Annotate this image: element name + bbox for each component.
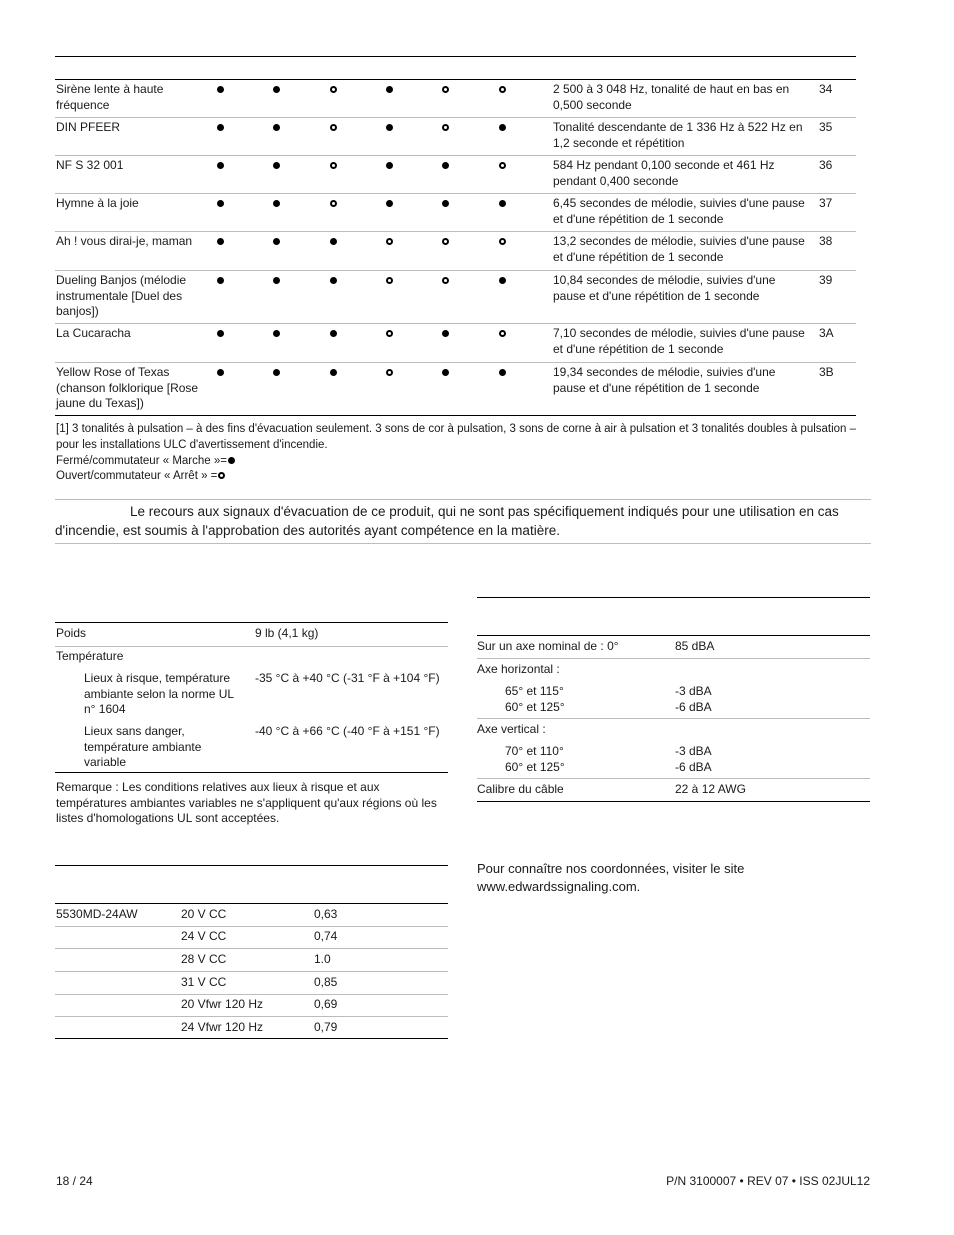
signal-code: 36 — [819, 158, 833, 172]
switch-off-circle-icon — [499, 238, 506, 245]
nominal-value: 85 dBA — [675, 639, 715, 653]
switch-on-dot-icon — [386, 200, 393, 207]
switch-off-circle-icon — [442, 277, 449, 284]
switch-on-dot-icon — [442, 200, 449, 207]
current-value: 1.0 — [314, 952, 331, 966]
switch-on-dot-icon — [330, 238, 337, 245]
current-value: 0,85 — [314, 975, 338, 989]
switch-off-circle-icon — [499, 162, 506, 169]
switch-off-circle-icon — [386, 330, 393, 337]
legend-closed — [56, 454, 866, 470]
switch-off-circle-icon — [442, 238, 449, 245]
contact-website: www.edwardssignaling.com. — [477, 879, 641, 894]
signal-name: Dueling Banjos (mélodie instrumentale [Duel des banjos]) — [56, 273, 187, 318]
switch-on-dot-icon — [386, 124, 393, 131]
switch-on-dot-icon — [217, 86, 224, 93]
signal-code: 3B — [819, 365, 834, 379]
signal-table-top-rule — [55, 79, 856, 80]
switch-on-dot-icon — [217, 162, 224, 169]
current-row-rule — [55, 1016, 448, 1017]
horizontal-value-2: -6 dBA — [675, 699, 712, 714]
horizontal-label: Axe horizontal : — [477, 662, 560, 676]
vertical-angles — [505, 744, 565, 775]
signal-code: 3A — [819, 326, 834, 340]
signal-name: Sirène lente à haute fréquence — [56, 82, 164, 112]
notice-bottom-rule — [55, 543, 871, 544]
current-value: 0,74 — [314, 929, 338, 943]
vertical-values — [675, 744, 712, 775]
vertical-value-1: -3 dBA — [675, 744, 712, 758]
switch-on-dot-icon — [273, 124, 280, 131]
signal-name: NF S 32 001 — [56, 158, 124, 172]
specs-bottom-rule — [55, 772, 448, 773]
nominal-label: Sur un axe nominal de : 0° — [477, 639, 619, 653]
specs-top-rule — [55, 622, 448, 623]
signal-name: Ah ! vous dirai-je, maman — [56, 234, 193, 248]
signal-name: Yellow Rose of Texas (chanson folklorique [Rose jaune du Texas]) — [56, 365, 199, 410]
vertical-angle-2: 60° et 125° — [505, 759, 565, 774]
switch-on-dot-icon — [273, 369, 280, 376]
open-circle-icon — [218, 472, 225, 479]
signal-row-rule — [55, 415, 856, 416]
switch-off-circle-icon — [330, 86, 337, 93]
signal-description: 7,10 secondes de mélodie, suivies d'une pause et d'une répétition de 1 seconde — [553, 326, 805, 356]
signal-row-rule — [55, 362, 856, 363]
legend-open-label: Ouvert/commutateur « Arrêt » = — [56, 470, 218, 483]
switch-on-dot-icon — [217, 369, 224, 376]
horizontal-angle-2: 60° et 125° — [505, 699, 565, 714]
sound-rule-2 — [477, 718, 870, 719]
switch-off-circle-icon — [499, 330, 506, 337]
switch-on-dot-icon — [217, 238, 224, 245]
switch-off-circle-icon — [386, 369, 393, 376]
current-voltage: 20 Vfwr 120 Hz — [181, 997, 264, 1011]
switch-on-dot-icon — [273, 162, 280, 169]
notice-text: Le recours aux signaux d'évacuation de ce produit, qui ne sont pas spécifiquement indiqués pour une utilisation en cas d'incendie, est soumis à l'approbation des autorités ayant compétence en la matière. — [55, 504, 839, 538]
contact-block — [477, 860, 870, 896]
legend-open — [56, 469, 866, 485]
signal-name: La Cucaracha — [56, 326, 131, 340]
current-model: 5530MD-24AW — [56, 907, 138, 921]
current-voltage: 28 V CC — [181, 952, 227, 966]
weight-label: Poids — [56, 626, 87, 640]
legend-closed-label: Fermé/commutateur « Marche »= — [56, 454, 227, 467]
switch-off-circle-icon — [330, 162, 337, 169]
switch-on-dot-icon — [330, 277, 337, 284]
signal-description: 2 500 à 3 048 Hz, tonalité de haut en bas en 0,500 seconde — [553, 82, 790, 112]
switch-off-circle-icon — [386, 238, 393, 245]
part-number: P/N 3100007 • REV 07 • ISS 02JUL12 — [666, 1174, 870, 1188]
switch-on-dot-icon — [386, 86, 393, 93]
signal-row-rule — [55, 117, 856, 118]
closed-dot-icon — [228, 457, 235, 464]
signal-description: Tonalité descendante de 1 336 Hz à 522 Hz en 1,2 seconde et répétition — [553, 120, 803, 150]
current-row-rule — [55, 994, 448, 995]
wire-value: 22 à 12 AWG — [675, 782, 746, 796]
switch-on-dot-icon — [273, 86, 280, 93]
switch-on-dot-icon — [499, 277, 506, 284]
signal-description: 584 Hz pendant 0,100 seconde et 461 Hz pendant 0,400 seconde — [553, 158, 775, 188]
current-row-rule — [55, 971, 448, 972]
switch-on-dot-icon — [330, 369, 337, 376]
hazardous-value: -35 °C à +40 °C (-31 °F à +104 °F) — [255, 671, 440, 685]
switch-on-dot-icon — [217, 330, 224, 337]
nonhazardous-value: -40 °C à +66 °C (-40 °F à +151 °F) — [255, 724, 440, 738]
switch-on-dot-icon — [273, 277, 280, 284]
signal-description: 19,34 secondes de mélodie, suivies d'une pause et d'une répétition de 1 seconde — [553, 365, 776, 395]
switch-off-circle-icon — [442, 86, 449, 93]
signal-name: DIN PFEER — [56, 120, 121, 134]
switch-off-circle-icon — [442, 124, 449, 131]
signal-code: 37 — [819, 196, 833, 210]
sound-rule-3 — [477, 778, 870, 779]
switch-on-dot-icon — [499, 124, 506, 131]
specs-remark: Remarque : Les conditions relatives aux lieux à risque et aux températures ambiantes variables ne s'appliquent qu'aux régions où les listes d'homologations UL sont acceptées. — [56, 780, 437, 825]
switch-off-circle-icon — [386, 277, 393, 284]
switch-on-dot-icon — [442, 162, 449, 169]
footnote-text: [1] 3 tonalités à pulsation – à des fins d'évacuation seulement. 3 sons de cor à pulsation, 3 sons de corne à air à pulsation et 3 tonalités doubles à pulsation – pour les installations ULC d'avertissement d'incendie. — [56, 423, 857, 451]
current-voltage: 20 V CC — [181, 907, 227, 921]
switch-on-dot-icon — [273, 200, 280, 207]
wire-label: Calibre du câble — [477, 782, 564, 796]
signal-row-rule — [55, 231, 856, 232]
vertical-angle-1: 70° et 110° — [505, 744, 564, 758]
specs-rule-1 — [55, 646, 448, 647]
switch-on-dot-icon — [442, 330, 449, 337]
current-row-rule — [55, 948, 448, 949]
sound-bottom-rule — [477, 801, 870, 802]
current-top-rule — [55, 903, 448, 904]
current-header-rule — [55, 865, 448, 866]
signal-code: 38 — [819, 234, 833, 248]
nonhazardous-label: Lieux sans danger, température ambiante variable — [84, 724, 202, 769]
vertical-label: Axe vertical : — [477, 722, 546, 736]
signal-name: Hymne à la joie — [56, 196, 139, 210]
switch-on-dot-icon — [217, 277, 224, 284]
signal-code: 39 — [819, 273, 833, 287]
current-voltage: 24 V CC — [181, 929, 227, 943]
temperature-label: Température — [56, 649, 124, 663]
horizontal-values — [675, 684, 712, 715]
sound-rule-1 — [477, 658, 870, 659]
signal-code: 34 — [819, 82, 833, 96]
switch-off-circle-icon — [330, 200, 337, 207]
horizontal-angle-1: 65° et 115° — [505, 684, 564, 698]
current-bottom-rule — [55, 1038, 448, 1039]
sound-top-rule — [477, 635, 870, 636]
switch-on-dot-icon — [330, 330, 337, 337]
signal-row-rule — [55, 193, 856, 194]
table-footnote — [56, 422, 866, 485]
page-number: 18 / 24 — [56, 1174, 93, 1188]
current-value: 0,69 — [314, 997, 338, 1011]
notice-top-rule — [55, 499, 871, 500]
sound-header-rule — [477, 597, 870, 598]
switch-off-circle-icon — [330, 124, 337, 131]
switch-on-dot-icon — [273, 238, 280, 245]
horizontal-value-1: -3 dBA — [675, 684, 712, 698]
current-row-rule — [55, 926, 448, 927]
signal-description: 13,2 secondes de mélodie, suivies d'une pause et d'une répétition de 1 seconde — [553, 234, 805, 264]
switch-on-dot-icon — [273, 330, 280, 337]
current-voltage: 31 V CC — [181, 975, 227, 989]
current-voltage: 24 Vfwr 120 Hz — [181, 1020, 264, 1034]
top-rule — [55, 56, 856, 57]
hazardous-label: Lieux à risque, température ambiante selon la norme UL n° 1604 — [84, 671, 234, 716]
contact-line-1: Pour connaître nos coordonnées, visiter le site — [477, 861, 745, 876]
signal-row-rule — [55, 323, 856, 324]
switch-on-dot-icon — [217, 200, 224, 207]
switch-on-dot-icon — [217, 124, 224, 131]
signal-description: 10,84 secondes de mélodie, suivies d'une pause et d'une répétition de 1 seconde — [553, 273, 776, 303]
weight-value: 9 lb (4,1 kg) — [255, 626, 319, 640]
switch-on-dot-icon — [499, 200, 506, 207]
current-value: 0,79 — [314, 1020, 338, 1034]
signal-description: 6,45 secondes de mélodie, suivies d'une pause et d'une répétition de 1 seconde — [553, 196, 805, 226]
current-value: 0,63 — [314, 907, 338, 921]
vertical-value-2: -6 dBA — [675, 759, 712, 774]
signal-row-rule — [55, 155, 856, 156]
signal-code: 35 — [819, 120, 833, 134]
horizontal-angles — [505, 684, 565, 715]
switch-on-dot-icon — [386, 162, 393, 169]
switch-on-dot-icon — [499, 369, 506, 376]
switch-on-dot-icon — [442, 369, 449, 376]
signal-row-rule — [55, 270, 856, 271]
switch-off-circle-icon — [499, 86, 506, 93]
